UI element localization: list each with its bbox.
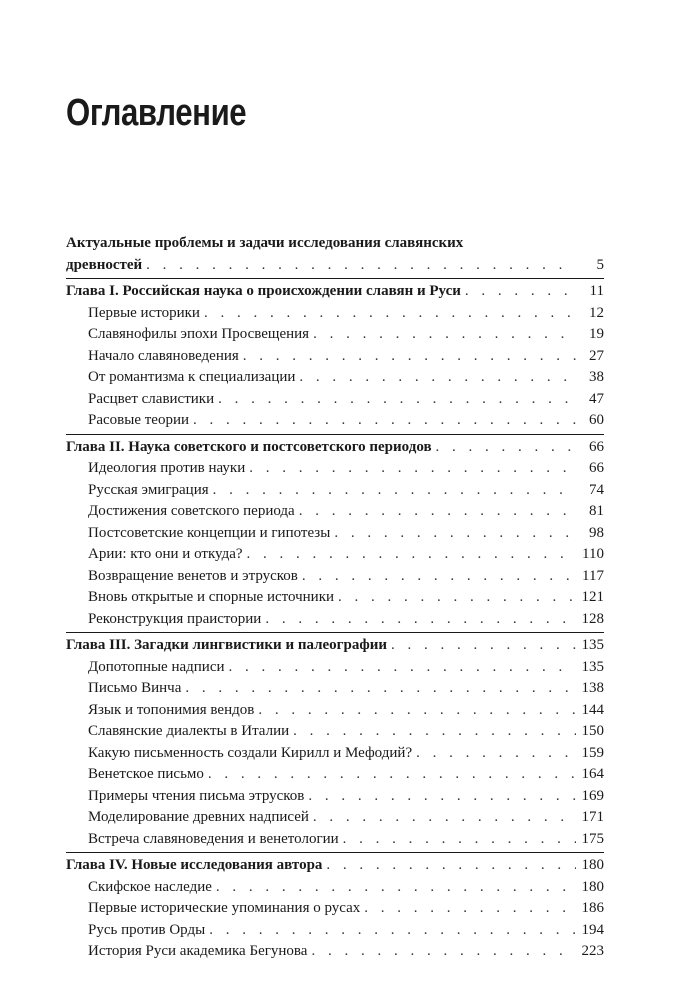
dot-leader — [338, 587, 576, 609]
toc-entry-title: Примеры чтения письма этрусков — [88, 787, 305, 804]
toc-entry-title: Допотопные надписи — [88, 658, 225, 675]
toc-entry-title: Постсоветские концепции и гипотезы — [88, 524, 331, 541]
toc-chapter-entry[interactable] — [66, 233, 604, 276]
toc-entry-title: Встреча славяноведения и венетологии — [88, 830, 339, 847]
toc-section-entry[interactable] — [66, 501, 604, 523]
toc-entry-title: Венетское письмо — [88, 766, 204, 782]
page-number: 128 — [581, 610, 604, 627]
toc-entry-title: Реконструкция праистории — [88, 610, 262, 627]
toc-section-entry[interactable] — [66, 743, 604, 765]
page-number: 135 — [581, 658, 604, 675]
dot-leader — [326, 855, 576, 877]
page-number: 11 — [589, 283, 604, 299]
toc-entry-title: Расовые теории — [88, 412, 189, 428]
toc-section-entry[interactable] — [66, 721, 604, 743]
dot-leader — [313, 807, 576, 829]
dot-leader — [364, 898, 576, 920]
page-number: 175 — [581, 830, 604, 847]
toc-chapter-entry[interactable] — [66, 281, 604, 303]
dot-leader — [416, 743, 576, 765]
dot-leader — [299, 367, 576, 389]
dot-leader — [293, 721, 576, 743]
dot-leader — [216, 877, 576, 899]
toc-entry-title: Вновь открытые и спорные источники — [88, 589, 335, 605]
toc-entry-title: Глава II. Наука советского и постсоветского периодов — [66, 438, 432, 455]
page-number: 19 — [589, 326, 604, 342]
toc-section-entry[interactable] — [66, 829, 604, 851]
page-number: 180 — [581, 857, 604, 873]
toc-entry-title: Глава I. Российская наука о происхождении славян и Руси — [66, 283, 461, 299]
toc-section-entry[interactable] — [66, 941, 604, 963]
toc-entry-title: Идеология против науки — [88, 460, 246, 476]
dot-leader — [209, 920, 576, 942]
toc-entry-title: Глава IV. Новые исследования автора — [66, 857, 323, 873]
page-number: 150 — [581, 723, 604, 739]
toc-entry-title: Возвращение венетов и этрусков — [88, 567, 298, 584]
toc-section-entry[interactable] — [66, 898, 604, 920]
dot-leader — [391, 635, 576, 657]
chapter-divider — [66, 434, 604, 435]
toc-section-entry[interactable] — [66, 523, 604, 545]
dot-leader — [299, 501, 576, 523]
toc-entry-title: Какую письменность создали Кирилл и Мефодий? — [88, 744, 413, 761]
toc-entry-title: Язык и топонимия вендов — [88, 701, 255, 718]
page-number: 47 — [589, 390, 604, 407]
toc-section-entry[interactable] — [66, 480, 604, 502]
page-number: 164 — [581, 766, 604, 782]
toc-section-entry[interactable] — [66, 458, 604, 480]
dot-leader — [258, 700, 576, 722]
toc-section-entry[interactable] — [66, 657, 604, 679]
page-number: 194 — [581, 921, 604, 938]
toc-entry-title: Арии: кто они и откуда? — [88, 546, 243, 562]
dot-leader — [302, 566, 576, 588]
toc-entry-title: Достижения советского периода — [88, 503, 295, 519]
chapter-divider — [66, 852, 604, 853]
toc-entry-title: древностей — [66, 256, 143, 273]
toc-entry-title: Славянские диалекты в Италии — [88, 723, 290, 739]
dot-leader — [313, 324, 576, 346]
page-number: 60 — [589, 412, 604, 428]
dot-leader — [436, 437, 576, 459]
toc-chapter-entry[interactable] — [66, 437, 604, 459]
toc-chapter-entry[interactable] — [66, 855, 604, 877]
dot-leader — [308, 786, 576, 808]
toc-chapter-entry[interactable] — [66, 635, 604, 657]
dot-leader — [265, 609, 576, 631]
toc-entry-title: История Руси академика Бегунова — [88, 943, 308, 959]
toc-section-entry[interactable] — [66, 764, 604, 786]
toc-section-entry[interactable] — [66, 367, 604, 389]
chapter-divider — [66, 278, 604, 279]
page-title: Оглавление — [66, 92, 247, 134]
page-number: 144 — [581, 701, 604, 718]
toc-entry-title: Письмо Винча — [88, 680, 182, 696]
dot-leader — [465, 281, 576, 303]
page-number: 159 — [581, 744, 604, 761]
toc-section-entry[interactable] — [66, 410, 604, 432]
dot-leader — [311, 941, 576, 963]
dot-leader — [146, 255, 576, 277]
dot-leader — [243, 346, 576, 368]
toc-entry-title: Скифское наследие — [88, 878, 212, 895]
toc-section-entry[interactable] — [66, 566, 604, 588]
page-number: 171 — [581, 809, 604, 825]
dot-leader — [204, 303, 576, 325]
toc-section-entry[interactable] — [66, 389, 604, 411]
page-number: 186 — [581, 900, 604, 916]
page-number: 27 — [589, 347, 604, 364]
page-number: 110 — [582, 546, 604, 562]
dot-leader — [213, 480, 576, 502]
page-number: 121 — [581, 589, 604, 605]
dot-leader — [249, 458, 576, 480]
dot-leader — [334, 523, 576, 545]
toc-entry-title: От романтизма к специализации — [88, 369, 296, 385]
page-number: 66 — [589, 460, 604, 476]
table-of-contents — [66, 233, 604, 963]
toc-entry-title: Расцвет славистики — [88, 390, 215, 407]
page-number: 81 — [589, 503, 604, 519]
toc-entry-title: Моделирование древних надписей — [88, 809, 309, 825]
dot-leader — [247, 544, 576, 566]
toc-entry-title: Славянофилы эпохи Просвещения — [88, 326, 310, 342]
toc-section-entry[interactable] — [66, 303, 604, 325]
toc-section-entry[interactable] — [66, 678, 604, 700]
toc-entry-title: Начало славяноведения — [88, 347, 239, 364]
toc-section-entry[interactable] — [66, 877, 604, 899]
page-number: 135 — [581, 637, 604, 653]
page-number: 98 — [589, 524, 604, 541]
toc-entry-title: Русская эмиграция — [88, 481, 209, 498]
dot-leader — [229, 657, 576, 679]
toc-section-entry[interactable] — [66, 587, 604, 609]
dot-leader — [343, 829, 576, 851]
page-number: 12 — [589, 304, 604, 321]
toc-entry-title: Глава III. Загадки лингвистики и палеографии — [66, 637, 387, 653]
toc-section-entry[interactable] — [66, 920, 604, 942]
page-number: 5 — [596, 256, 604, 273]
toc-section-entry[interactable] — [66, 324, 604, 346]
toc-entry-title: Первые исторические упоминания о русах — [88, 900, 361, 916]
page-number: 38 — [589, 369, 604, 385]
toc-section-entry[interactable] — [66, 544, 604, 566]
toc-entry-title-line: Актуальные проблемы и задачи исследования славянских — [66, 235, 464, 251]
page-number: 223 — [581, 943, 604, 959]
toc-section-entry[interactable] — [66, 786, 604, 808]
page-number: 117 — [582, 567, 604, 584]
dot-leader — [185, 678, 576, 700]
toc-section-entry[interactable] — [66, 346, 604, 368]
toc-entry-title: Первые историки — [88, 304, 200, 321]
page-number: 138 — [581, 680, 604, 696]
dot-leader — [218, 389, 576, 411]
page-number: 180 — [581, 878, 604, 895]
dot-leader — [193, 410, 576, 432]
toc-entry-title: Русь против Орды — [88, 921, 206, 938]
page-number: 74 — [589, 481, 604, 498]
dot-leader — [208, 764, 576, 786]
toc-section-entry[interactable] — [66, 807, 604, 829]
chapter-divider — [66, 632, 604, 633]
toc-section-entry[interactable] — [66, 700, 604, 722]
page-number: 169 — [581, 787, 604, 804]
page-number: 66 — [589, 438, 604, 455]
toc-section-entry[interactable] — [66, 609, 604, 631]
